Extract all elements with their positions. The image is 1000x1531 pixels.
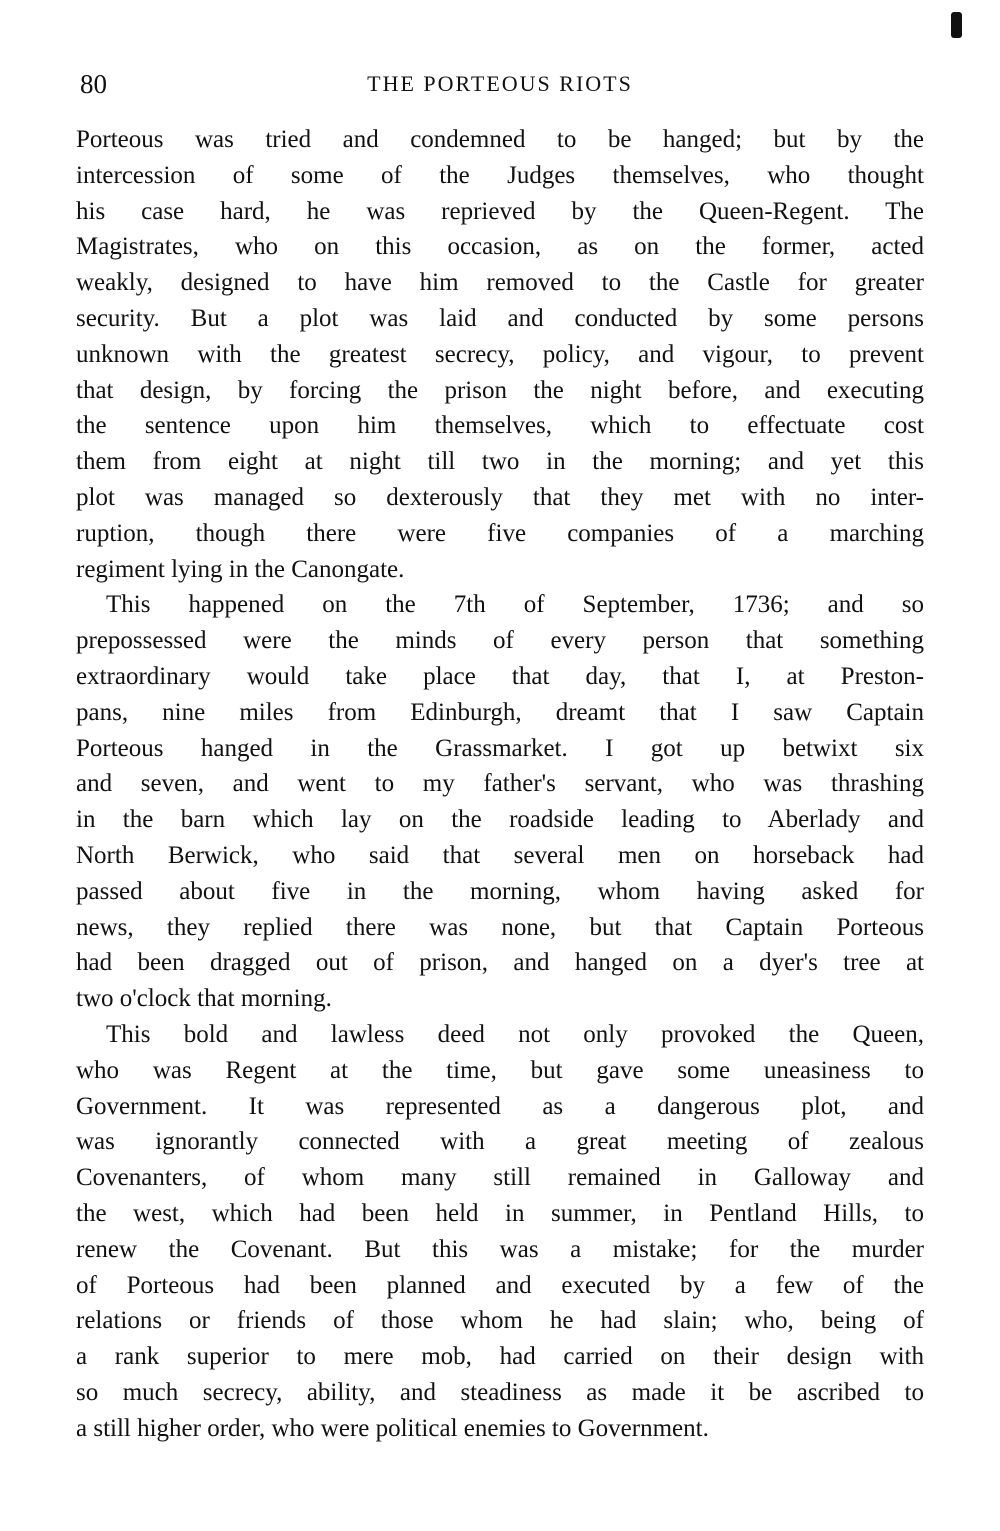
text-line: Government. It was represented as a dangerous plot, and [76, 1092, 924, 1120]
paragraph-1 [76, 122, 924, 587]
text-line: them from eight at night till two in the morning; and yet this [76, 448, 924, 476]
text-line: Magistrates, who on this occasion, as on the former, acted [76, 233, 924, 261]
text-line: a still higher order, who were political enemies to Government. [76, 1414, 709, 1442]
text-line: unknown with the greatest secrecy, policy, and vigour, to prevent [76, 340, 924, 368]
page-header [80, 64, 920, 104]
paragraph-3 [76, 1017, 924, 1447]
text-line: had been dragged out of prison, and hanged on a dyer's tree at [76, 949, 924, 977]
text-line: and seven, and went to my father's servant, who was thrashing [76, 770, 924, 798]
text-line: passed about five in the morning, whom having asked for [76, 877, 924, 905]
text-line: This happened on the 7th of September, 1736; and so [106, 591, 924, 619]
text-line: of Porteous had been planned and executed by a few of the [76, 1271, 924, 1299]
text-line: security. But a plot was laid and conducted by some persons [76, 304, 924, 332]
text-line: plot was managed so dexterously that they met with no inter- [76, 483, 924, 511]
text-line: that design, by forcing the prison the night before, and executing [76, 376, 924, 404]
paragraph-2 [76, 587, 924, 1017]
text-line: his case hard, he was reprieved by the Queen-Regent. The [76, 197, 924, 225]
text-line: who was Regent at the time, but gave some uneasiness to [76, 1056, 924, 1084]
text-line: ruption, though there were five companies of a marching [76, 519, 924, 547]
text-line: so much secrecy, ability, and steadiness as made it be ascribed to [76, 1378, 924, 1406]
text-line: weakly, designed to have him removed to the Castle for greater [76, 269, 924, 297]
text-line: two o'clock that morning. [76, 985, 332, 1013]
body-text [76, 122, 924, 1446]
text-line: intercession of some of the Judges themselves, who thought [76, 161, 924, 189]
text-line: pans, nine miles from Edinburgh, dreamt that I saw Captain [76, 698, 924, 726]
page-number: 80 [80, 69, 107, 99]
text-line: news, they replied there was none, but that Captain Porteous [76, 913, 924, 941]
text-line: This bold and lawless deed not only provoked the Queen, [106, 1020, 924, 1048]
text-line: was ignorantly connected with a great meeting of zealous [76, 1128, 924, 1156]
text-line: North Berwick, who said that several men on horseback had [76, 841, 924, 869]
text-line: Porteous was tried and condemned to be hanged; but by the [76, 126, 924, 153]
text-line: a rank superior to mere mob, had carried on their design with [76, 1343, 924, 1371]
text-line: the sentence upon him themselves, which to effectuate cost [76, 412, 924, 440]
text-line: renew the Covenant. But this was a mistake; for the murder [76, 1235, 924, 1263]
text-line: Covenanters, of whom many still remained in Galloway and [76, 1164, 924, 1192]
text-line: Porteous hanged in the Grassmarket. I got up betwixt six [76, 734, 924, 762]
running-title: THE PORTEOUS RIOTS [367, 71, 633, 96]
text-line: regiment lying in the Canongate. [76, 555, 405, 583]
text-line: extraordinary would take place that day, that I, at Preston- [76, 662, 924, 690]
page-edge-mark [951, 12, 962, 38]
text-line: prepossessed were the minds of every person that something [76, 627, 924, 655]
text-line: in the barn which lay on the roadside leading to Aberlady and [76, 806, 924, 834]
text-line: relations or friends of those whom he had slain; who, being of [76, 1307, 924, 1335]
text-line: the west, which had been held in summer, in Pentland Hills, to [76, 1199, 924, 1227]
